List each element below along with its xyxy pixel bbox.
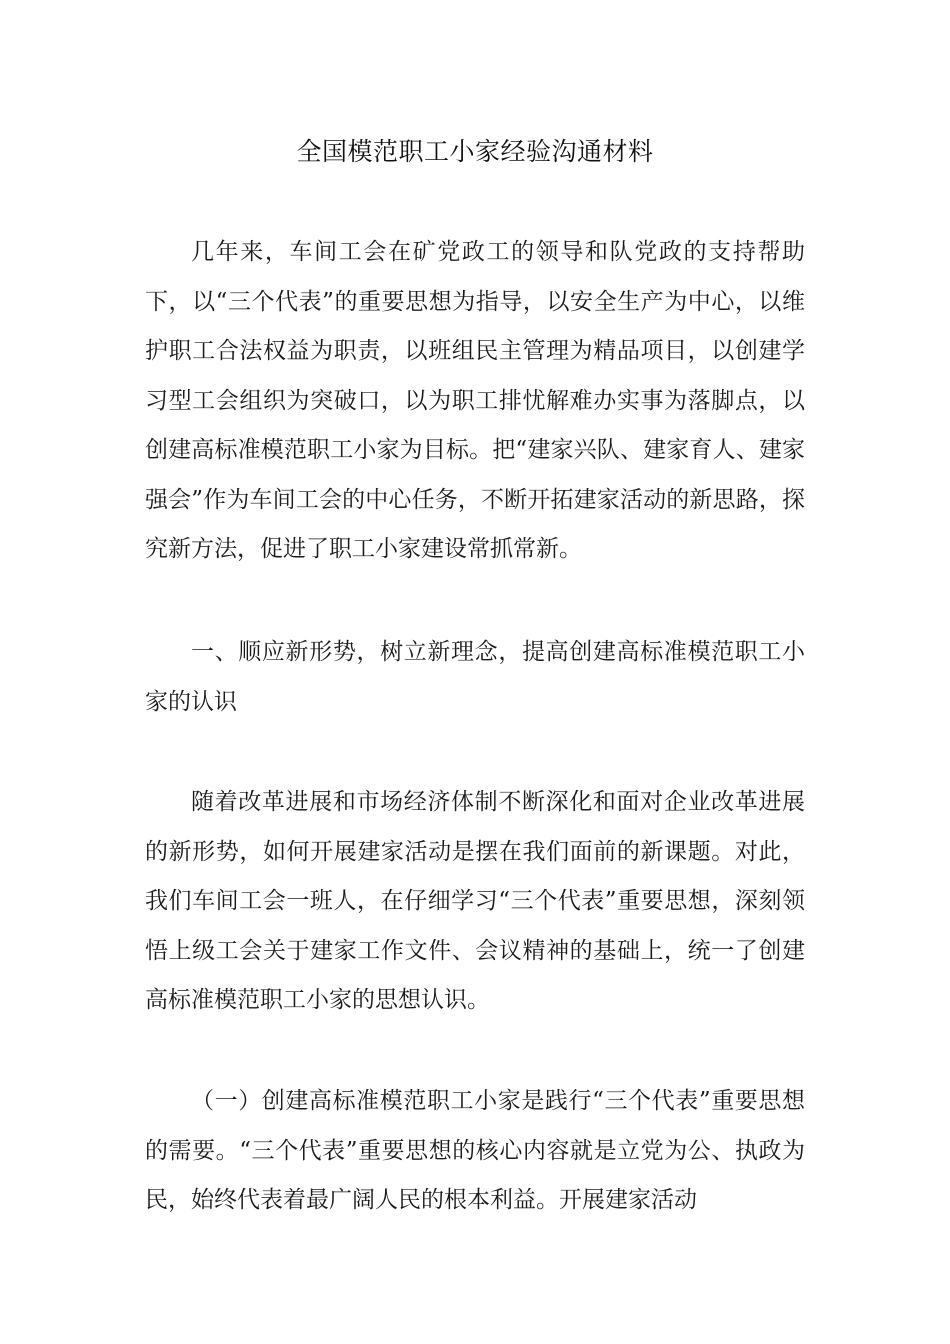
section-1-paragraph: 随着改革进展和市场经济体制不断深化和面对企业改革进展的新形势，如何开展建家活动是摆在我们面前的新课题。对此，我们车间工会一班人，在仔细学习“三个代表”重要思想，深刻领悟上级工会关于建家工作文件、会议精神的基础上，统一了创建高标准模范职工小家的思想认识。 xyxy=(145,789,805,1013)
section-heading-1: 一、顺应新形势，树立新理念，提高创建高标准模范职工小家的认识 xyxy=(145,639,805,715)
subsection-1-paragraph: （一）创建高标准模范职工小家是践行“三个代表”重要思想的需要。“三个代表”重要思想的核心内容就是立党为公、执政为民，始终代表着最广阔人民的根本利益。开展建家活动 xyxy=(145,1088,805,1213)
document-title: 全国模范职工小家经验沟通材料 xyxy=(296,137,654,166)
intro-paragraph: 几年来，车间工会在矿党政工的领导和队党政的支持帮助下，以“三个代表”的重要思想为指导，以安全生产为中心，以维护职工合法权益为职责，以班组民主管理为精品项目，以创建学习型工会组织为突破口，以为职工排忧解难办实事为落脚点，以创建高标准模范职工小家为目标。把“建家兴队、建家育人、建家强会”作为车间工会的中心任务，不断开拓建家活动的新思路，探究新方法，促进了职工小家建设常抓常新。 xyxy=(145,239,805,562)
